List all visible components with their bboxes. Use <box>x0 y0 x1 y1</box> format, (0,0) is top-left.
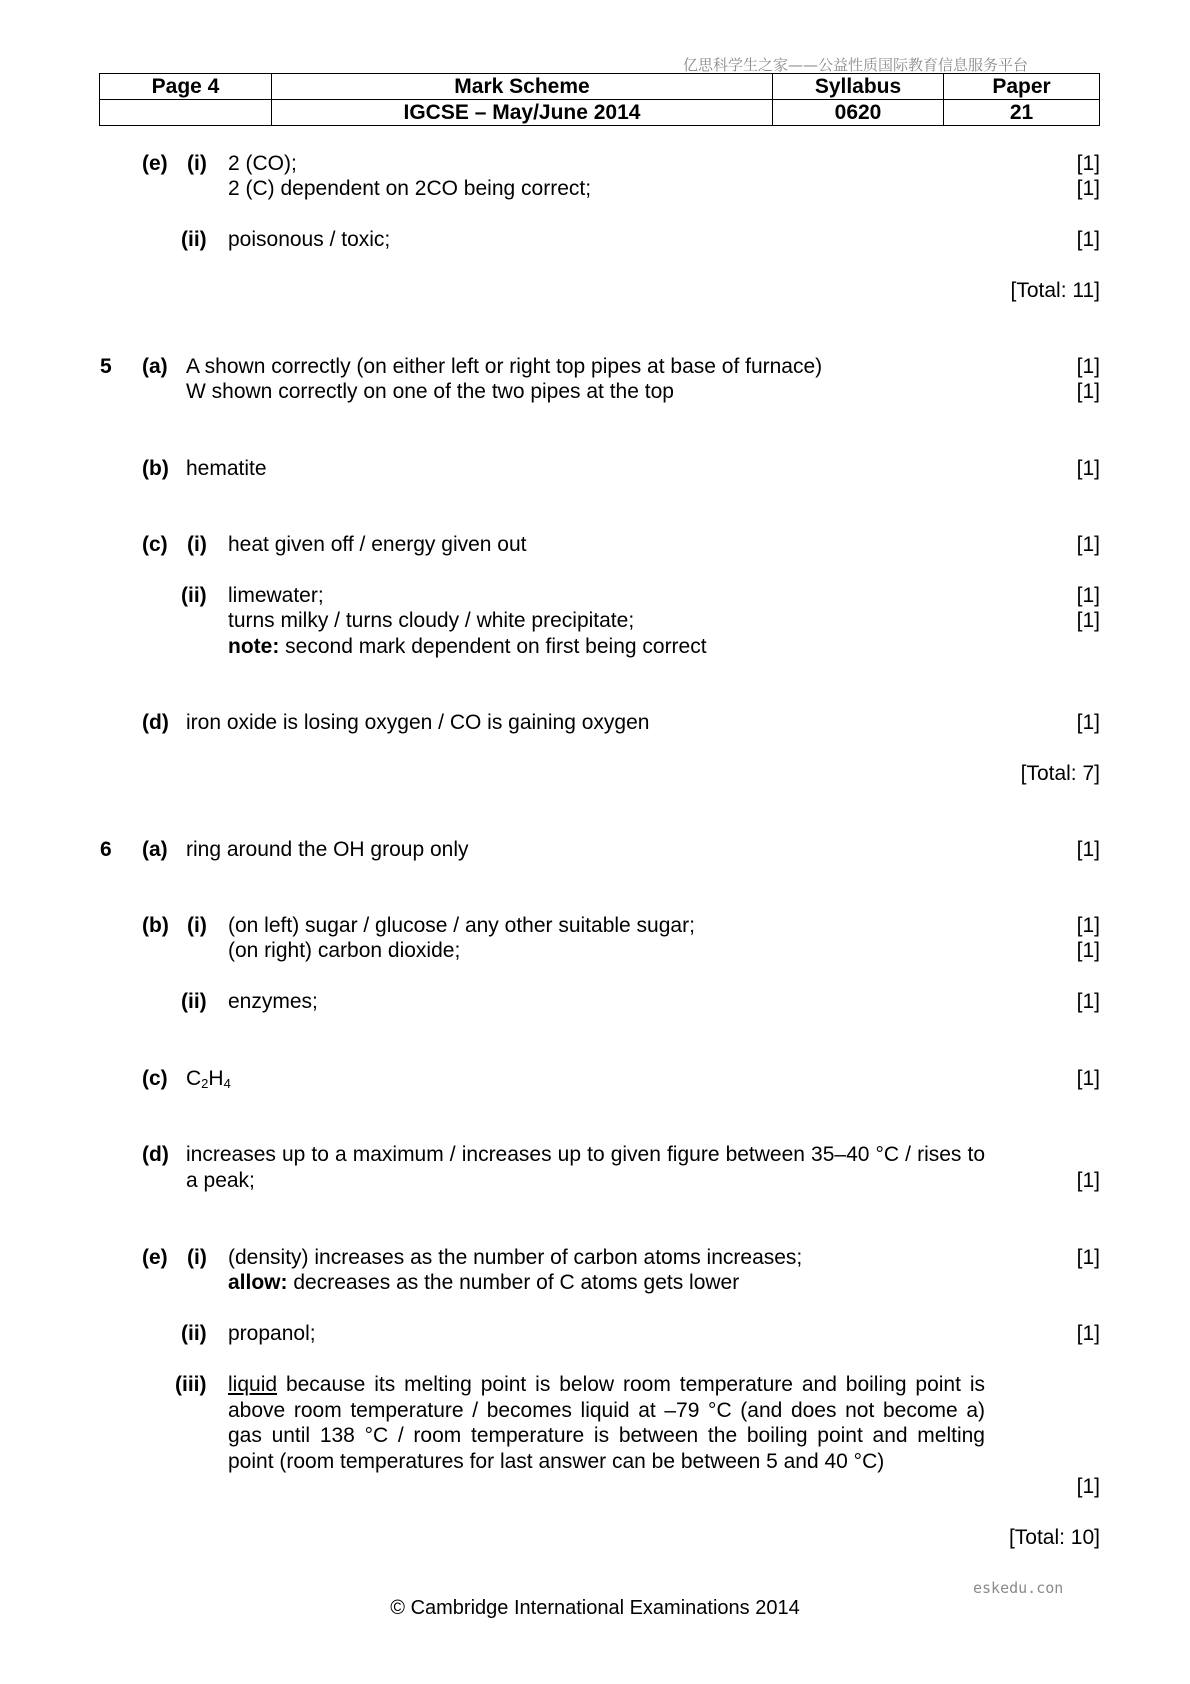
q5b-text: hematite <box>186 457 267 480</box>
formula-sub-2: 4 <box>223 1076 231 1091</box>
allow-label: allow: <box>228 1271 288 1294</box>
q5b-label: (b) <box>142 457 169 480</box>
q6e-i-mark: [1] <box>1076 1246 1100 1269</box>
q5c-i-label: (i) <box>187 533 207 556</box>
q6a-mark: [1] <box>1076 838 1100 861</box>
watermark-top: 亿思科学生之家——公益性质国际教育信息服务平台 <box>683 56 1029 74</box>
q6e-iii-mark: [1] <box>1076 1475 1100 1498</box>
header-blank <box>100 100 272 126</box>
formula-c: C <box>186 1067 202 1090</box>
q4e-i-mark1: [1] <box>1076 152 1100 175</box>
q5b-mark: [1] <box>1076 457 1100 480</box>
q4e-i-label: (i) <box>187 152 207 175</box>
q6b-i-line2: (on right) carbon dioxide; <box>228 939 461 962</box>
header-title: Mark Scheme <box>272 74 773 100</box>
header-paper-label: Paper <box>944 74 1100 100</box>
q6a-label: (a) <box>142 838 168 861</box>
q6d-label: (d) <box>142 1143 169 1166</box>
footer-copyright: © Cambridge International Examinations 2014 <box>390 1597 800 1619</box>
note-text: second mark dependent on first being correct <box>279 635 707 658</box>
q6-total: [Total: 10] <box>1008 1526 1100 1549</box>
header-syllabus-code: 0620 <box>773 100 944 126</box>
q5a-mark2: [1] <box>1076 380 1100 403</box>
q5c-ii-line1: limewater; <box>228 584 324 607</box>
watermark-bottom: eskedu.con <box>973 1579 1064 1597</box>
note-label: note: <box>228 635 280 658</box>
q6b-i-mark2: [1] <box>1076 939 1100 962</box>
iii-text-body: because its melting point is below room temperature and boiling point is above room temperature / becomes liquid at –79 °C (and does not become a) gas until 138 °C / room temperature is between the boiling point and melting point (room temperatures for last answer can be between 5 and 40 °C) <box>228 1373 985 1473</box>
q6b-ii-mark: [1] <box>1076 990 1100 1013</box>
q6b-i-mark1: [1] <box>1076 914 1100 937</box>
q5d-text: iron oxide is losing oxygen / CO is gaining oxygen <box>186 711 650 734</box>
q6c-label: (c) <box>142 1067 168 1090</box>
formula-h: H <box>208 1067 224 1090</box>
underlined-liquid: liquid <box>228 1373 278 1396</box>
q6e-i-allow <box>228 1270 739 1295</box>
q5c-i-mark: [1] <box>1076 533 1100 556</box>
header-syllabus-label: Syllabus <box>773 74 944 100</box>
q6e-ii-mark: [1] <box>1076 1322 1100 1345</box>
q5c-ii-line2: turns milky / turns cloudy / white precipitate; <box>228 609 635 632</box>
q4e-ii-text: poisonous / toxic; <box>228 228 391 251</box>
q5c-label: (c) <box>142 533 168 556</box>
q6c-mark: [1] <box>1076 1067 1100 1090</box>
q6e-i-text: (density) increases as the number of carbon atoms increases; <box>228 1246 803 1269</box>
header-paper-number: 21 <box>944 100 1100 126</box>
q6e-iii-text <box>228 1372 985 1474</box>
q6b-ii-text: enzymes; <box>228 990 318 1013</box>
q6c-formula <box>186 1066 231 1091</box>
header-page: Page 4 <box>100 74 272 100</box>
q4e-i-line1: 2 (CO); <box>228 152 297 175</box>
q6b-label: (b) <box>142 914 169 937</box>
q5a-label: (a) <box>142 355 168 378</box>
q6b-i-label: (i) <box>187 914 207 937</box>
q6e-iii-label: (iii) <box>175 1373 207 1396</box>
q5a-mark1: [1] <box>1076 355 1100 378</box>
q5c-ii-mark2: [1] <box>1076 609 1100 632</box>
q5d-mark: [1] <box>1076 711 1100 734</box>
q6b-i-line1: (on left) sugar / glucose / any other suitable sugar; <box>228 914 695 937</box>
q5a-line1: A shown correctly (on either left or right top pipes at base of furnace) <box>186 355 823 378</box>
header-row-1 <box>100 74 1100 100</box>
formula-sub-1: 2 <box>201 1076 209 1091</box>
q5d-label: (d) <box>142 711 169 734</box>
header-exam: IGCSE – May/June 2014 <box>272 100 773 126</box>
q5-total: [Total: 7] <box>1020 762 1100 785</box>
q4e-i-mark2: [1] <box>1076 177 1100 200</box>
allow-text: decreases as the number of C atoms gets lower <box>287 1271 740 1294</box>
q5-number: 5 <box>100 355 112 378</box>
q6a-text: ring around the OH group only <box>186 838 469 861</box>
q6e-ii-label: (ii) <box>181 1322 207 1345</box>
q5c-ii-label: (ii) <box>181 584 207 607</box>
q6e-label: (e) <box>142 1246 168 1269</box>
q4e-i-line2: 2 (C) dependent on 2CO being correct; <box>228 177 592 200</box>
q4e-ii-mark: [1] <box>1076 228 1100 251</box>
q6d-text: increases up to a maximum / increases up to given figure between 35–40 °C / rises to a peak; <box>186 1143 985 1192</box>
q6-number: 6 <box>100 838 112 861</box>
q6e-ii-text: propanol; <box>228 1322 316 1345</box>
q4e-label: (e) <box>142 152 168 175</box>
q6b-ii-label: (ii) <box>181 990 207 1013</box>
q4e-ii-label: (ii) <box>181 228 207 251</box>
q4-total: [Total: 11] <box>1010 279 1100 302</box>
q5a-line2: W shown correctly on one of the two pipes at the top <box>186 380 674 403</box>
q6d-mark: [1] <box>1076 1169 1100 1192</box>
header-row-2 <box>100 100 1100 126</box>
q5c-i-text: heat given off / energy given out <box>228 533 527 556</box>
q5c-ii-note <box>228 634 707 659</box>
header-table <box>99 73 1100 126</box>
q6e-i-label: (i) <box>187 1246 207 1269</box>
q5c-ii-mark1: [1] <box>1076 584 1100 607</box>
